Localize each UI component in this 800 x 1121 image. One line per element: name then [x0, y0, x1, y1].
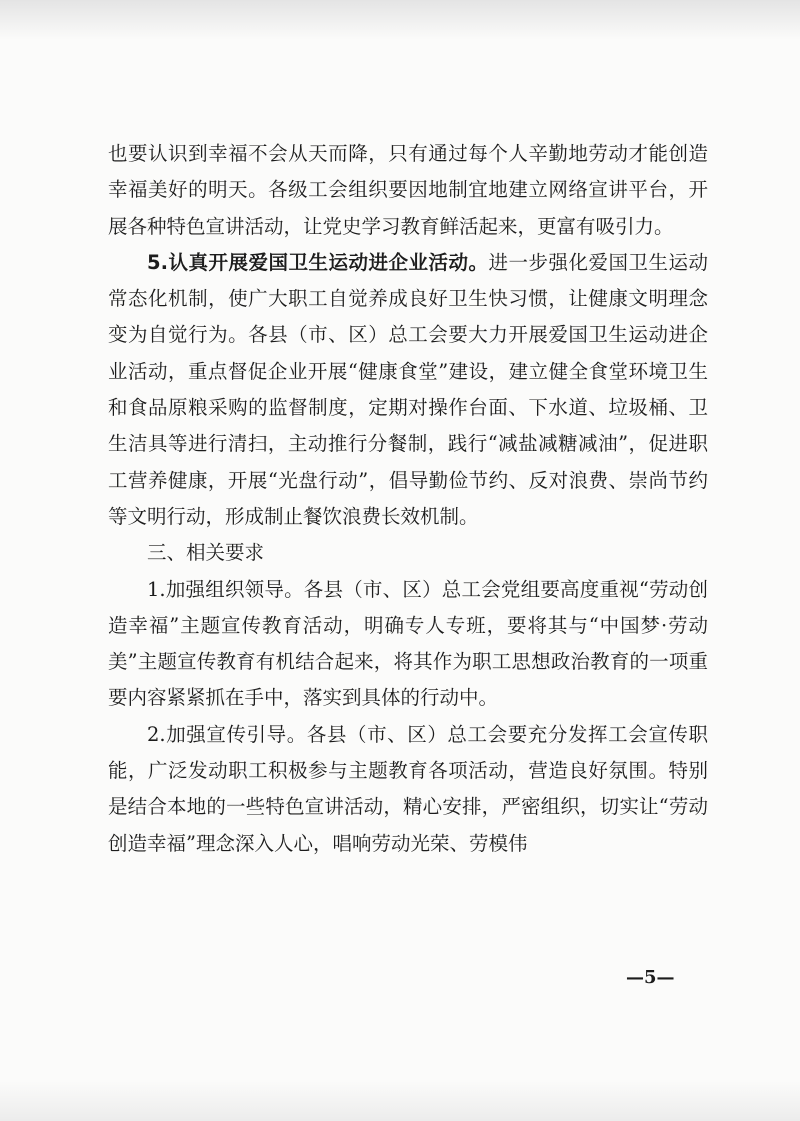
paragraph-continuation — [108, 136, 708, 245]
paragraph-text: 进一步强化爱国卫生运动常态化机制，使广大职工自觉养成良好卫生快习惯，让健康文明理念变为自觉行为。各县（市、区）总工会要大力开展爱国卫生运动进企业活动，重点督促企业开展“健康食堂”建设，建立健全食堂环境卫生和食品原粮采购的监督制度，定期对操作台面、下水道、垃圾桶、卫生洁具等进行清扫，主动推行分餐制，践行“减盐减糖减油”，促进职工营养健康，开展“光盘行动”，倡导勤俭节约、反对浪费、崇尚节约等文明行动，形成制止餐饮浪费长效机制。 — [108, 250, 708, 528]
scan-edge-top — [0, 0, 800, 40]
paragraph-text: 2.加强宣传引导。各县（市、区）总工会要充分发挥工会宣传职能，广泛发动职工积极参与主题教育各项活动，营造良好氛围。特别是结合本地的一些特色宣讲活动，精心安排，严密组织，切实让“劳动创造幸福”理念深入人心，唱响劳动光荣、劳模伟 — [108, 722, 708, 855]
paragraph-lead: 5.认真开展爱国卫生运动进企业活动。 — [147, 250, 489, 274]
paragraph-text: 也要认识到幸福不会从天而降，只有通过每个人辛勤地劳动才能创造幸福美好的明天。各级工会组织要因地制宜地建立网络宣讲平台，开展各种特色宣讲活动，让党史学习教育鲜活起来，更富有吸引力。 — [108, 142, 708, 238]
page-number: —5— — [626, 967, 675, 988]
paragraph-item-5 — [108, 245, 708, 535]
paragraph-text: 1.加强组织领导。各县（市、区）总工会党组要高度重视“劳动创造幸福”主题宣传教育活动，明确专人专班，要将其与“中国梦·劳动美”主题宣传教育有机结合起来，将其作为职工思想政治教育的一项重要内容紧紧抓在手中，落实到具体的行动中。 — [108, 577, 708, 710]
document-body — [108, 136, 708, 862]
section-heading — [108, 535, 708, 571]
paragraph-item-2 — [108, 717, 708, 862]
section-heading-text: 三、相关要求 — [147, 541, 265, 565]
paragraph-item-1 — [108, 572, 708, 717]
scan-edge-bottom — [0, 1081, 800, 1121]
